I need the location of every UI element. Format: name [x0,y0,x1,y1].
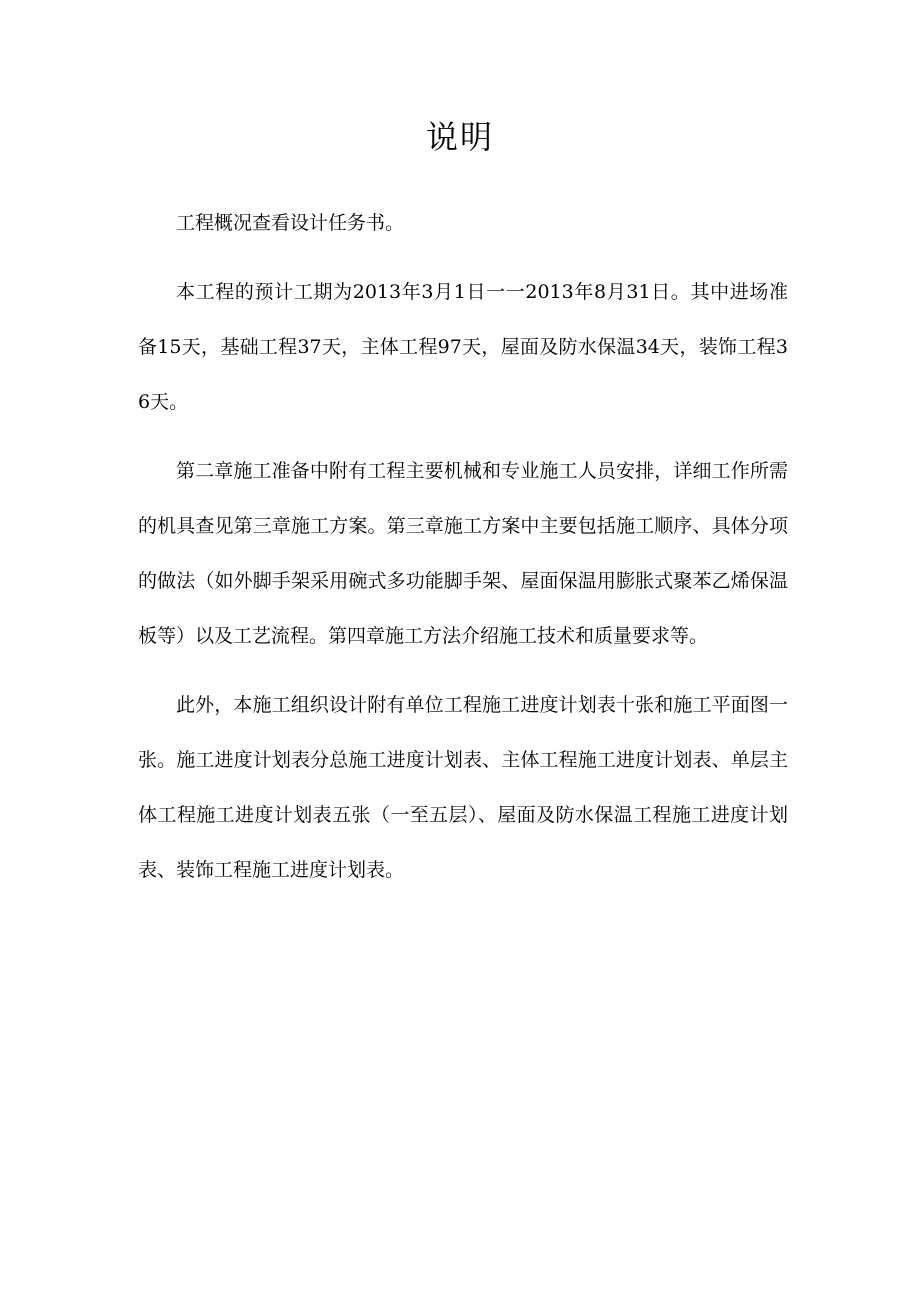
paragraph-chapter-contents: 第二章施工准备中附有工程主要机械和专业施工人员安排，详细工作所需的机具查见第三章施工方案。第三章施工方案中主要包括施工顺序、具体分项的做法（如外脚手架采用碗式多功能脚手架、屋面保温用膨胀式聚苯乙烯保温板等）以及工艺流程。第四章施工方法介绍施工技术和质量要求等。 [138,460,788,647]
page-title: 说明 [425,118,494,156]
paragraph-schedule: 本工程的预计工期为2013年3月1日一一2013年8月31日。其中进场准备15天，基础工程37天，主体工程97天，屋面及防水保温34天，装饰工程36天。 [138,281,788,413]
document-body [138,196,788,912]
paragraph-attachments: 此外，本施工组织设计附有单位工程施工进度计划表十张和施工平面图一张。施工进度计划表分总施工进度计划表、主体工程施工进度计划表、单层主体工程施工进度计划表五张（一至五层）、屋面及防水保温工程施工进度计划表、装饰工程施工进度计划表。 [138,694,788,881]
paragraph-project-overview: 工程概况查看设计任务书。 [176,212,405,234]
